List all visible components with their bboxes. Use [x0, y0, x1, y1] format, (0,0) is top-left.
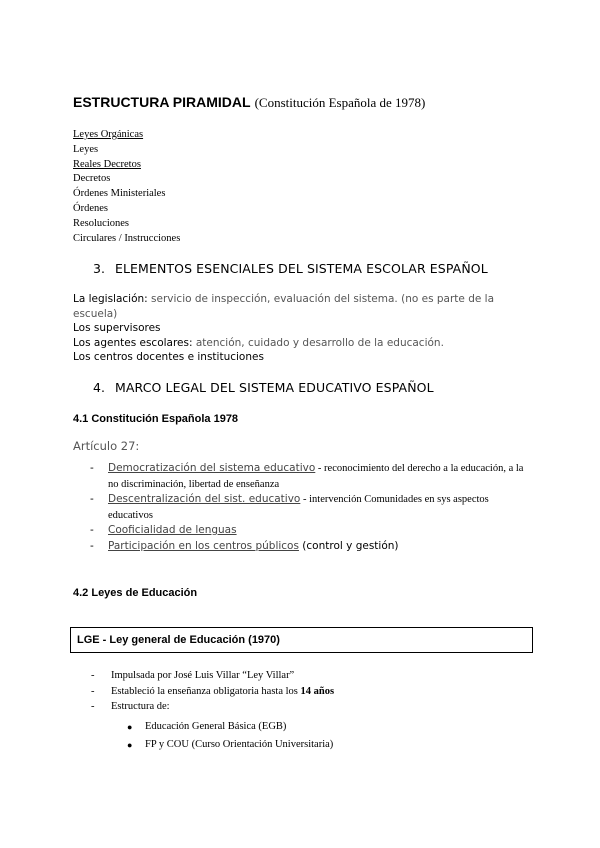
section-3-heading — [93, 261, 488, 276]
dash-marker: - — [90, 462, 94, 474]
dash-marker: - — [90, 524, 94, 536]
article-item-key: Participación en los centros públicos — [108, 539, 299, 552]
section-title: MARCO LEGAL DEL SISTEMA EDUCATIVO ESPAÑOL — [115, 380, 434, 395]
lge-item-text: Estableció la enseñanza obligatoria hasta los — [111, 685, 301, 697]
dash-marker: - — [90, 539, 94, 552]
hierarchy-item: Circulares / Instrucciones — [73, 232, 181, 244]
dash-marker: - — [91, 701, 95, 712]
structure-list — [127, 718, 333, 754]
structure-item-text: Educación General Básica (EGB) — [145, 721, 287, 732]
article-item — [90, 523, 530, 539]
element-description: atención, cuidado y desarrollo de la educación. — [192, 336, 444, 349]
element-item — [73, 336, 533, 351]
structure-item — [127, 718, 333, 736]
hierarchy-item: Órdenes — [73, 202, 108, 214]
section-title: ELEMENTOS ESENCIALES DEL SISTEMA ESCOLAR ESPAÑOL — [115, 261, 488, 276]
article-item — [90, 461, 530, 492]
element-key: Los supervisores — [73, 322, 161, 334]
article-item-detail: - intervención Comunidades en sys aspectos educativos — [108, 494, 489, 521]
article-item — [90, 539, 530, 555]
lge-list — [91, 668, 334, 715]
article-item-key: Democratización del sistema educativo — [108, 462, 316, 474]
page-title — [73, 94, 425, 112]
article-item — [90, 492, 530, 523]
bullet-marker: ● — [127, 722, 133, 732]
dash-marker: - — [91, 670, 95, 681]
subsection-heading: 4.2 Leyes de Educación — [73, 587, 198, 599]
title-main: ESTRUCTURA PIRAMIDAL — [73, 94, 251, 110]
section-4-heading — [93, 380, 434, 395]
section-number: 4. — [93, 380, 106, 395]
element-key: Los centros docentes e instituciones — [73, 351, 264, 363]
element-description: servicio de inspección, evaluación del sistema. (no es parte de la escuela) — [73, 293, 495, 320]
article-label: Artículo 27: — [73, 439, 140, 453]
article-item-detail: - reconocimiento del derecho a la educación, a la no discriminación, libertad de enseñanza — [108, 463, 524, 490]
section-number: 3. — [93, 261, 106, 276]
lge-item — [91, 699, 334, 715]
hierarchy-item: Resoluciones — [73, 217, 129, 229]
article-item-key: Descentralización del sist. educativo — [108, 493, 301, 505]
lge-item-emphasis: 14 años — [300, 685, 335, 697]
hierarchy-item: Reales Decretos — [73, 158, 141, 170]
dash-marker: - — [90, 493, 94, 505]
element-item — [73, 350, 533, 365]
element-key: La legislación: — [73, 293, 148, 305]
element-item — [73, 292, 533, 321]
lge-item — [91, 684, 334, 700]
lge-box — [70, 627, 533, 653]
lge-item-text: Impulsada por José Luis Villar “Ley Villar” — [111, 670, 295, 681]
hierarchy-item: Decretos — [73, 173, 111, 185]
lge-box-title: LGE - Ley general de Educación (1970) — [77, 634, 280, 646]
hierarchy-item: Leyes Orgánicas — [73, 129, 144, 140]
lge-item-text: Estructura de: — [111, 701, 170, 712]
structure-item — [127, 736, 333, 754]
title-subtitle: (Constitución Española de 1978) — [254, 95, 426, 110]
hierarchy-item: Órdenes Ministeriales — [73, 188, 166, 200]
article-item-detail: (control y gestión) — [298, 539, 399, 552]
dash-marker: - — [91, 685, 95, 697]
element-item — [73, 321, 533, 336]
article-list — [90, 461, 530, 554]
subsection-heading: 4.1 Constitución Española 1978 — [73, 413, 239, 425]
hierarchy-list — [73, 128, 180, 246]
section-3-body — [73, 292, 533, 365]
lge-item — [91, 668, 334, 684]
bullet-marker: ● — [127, 740, 133, 750]
element-key: Los agentes escolares: — [73, 336, 193, 349]
structure-item-text: FP y COU (Curso Orientación Universitaria) — [145, 739, 334, 750]
article-item-key: Cooficialidad de lenguas — [108, 524, 237, 536]
hierarchy-item: Leyes — [73, 143, 99, 155]
